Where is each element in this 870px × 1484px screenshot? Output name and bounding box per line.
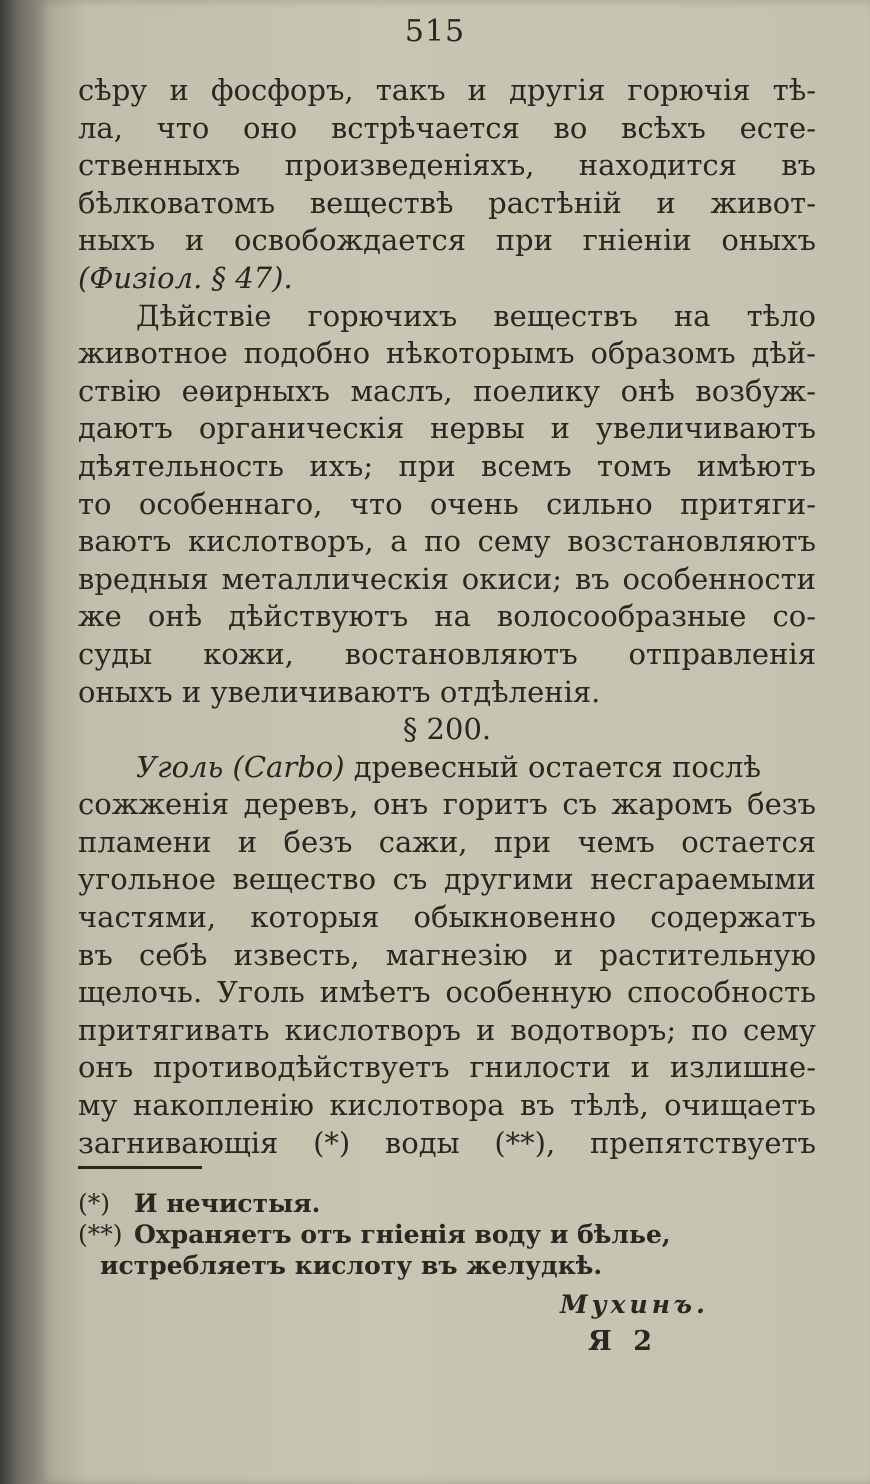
text-line: сожженія деревъ, онъ горитъ съ жаромъ безъ — [78, 787, 816, 822]
footnote-continuation: истребляетъ кислоту въ желудкѣ. — [100, 1251, 603, 1280]
text-line: то особеннаго, что очень сильно притяги- — [78, 486, 816, 521]
footnotes — [78, 1188, 816, 1281]
book-spine — [0, 0, 40, 1484]
text-line: ственныхъ произведеніяхъ, находится въ — [78, 148, 816, 183]
text-line: дѣятельность ихъ; при всемъ томъ имѣютъ — [78, 448, 816, 483]
text-line: бѣлковатомъ веществѣ растѣній и живот- — [78, 185, 816, 220]
page-number: 515 — [404, 14, 466, 49]
text-line: пламени и безъ сажи, при чемъ остается — [78, 824, 816, 859]
text-line: животное подобно нѣкоторымъ образомъ дѣй- — [78, 336, 816, 371]
section-heading: § 200. — [402, 712, 492, 747]
footnote-text: И нечистыя. — [134, 1189, 321, 1218]
text-line: онъ противодѣйствуетъ гнилости и излишне- — [78, 1050, 816, 1085]
text-line: же онѣ дѣйствуютъ на волосообразные со- — [78, 599, 816, 634]
text-line: притягивать кислотворъ и водотворъ; по сему — [78, 1012, 816, 1047]
signature-mark: Я 2 — [588, 1326, 658, 1357]
text-line-reference: (Физіол. § 47). — [78, 260, 293, 295]
footnote — [78, 1219, 816, 1250]
text-line: угольное вещество съ другими несгараемыми — [78, 862, 816, 897]
paragraph-start — [78, 749, 816, 787]
text-line: оныхъ и увеличиваютъ отдѣленія. — [78, 674, 601, 709]
text-line: щелочь. Уголь имѣетъ особенную способность — [78, 975, 816, 1010]
text-line: ствію еѳирныхъ маслъ, поелику онѣ возбуж- — [78, 373, 816, 408]
text-line: загнивающія (*) воды (**), препятствуетъ — [78, 1125, 816, 1160]
text-line: въ себѣ известь, магнезію и растительную — [78, 937, 816, 972]
footnote-mark: (*) — [78, 1189, 111, 1218]
text-line: му накопленію кислотвора въ тѣлѣ, очищаетъ — [78, 1088, 816, 1123]
text-line: суды кожи, востановляютъ отправленія — [78, 636, 816, 671]
text-line: вредныя металлическія окиси; въ особенности — [78, 561, 816, 596]
term-continuation: древесный остается послѣ — [344, 749, 761, 784]
main-text — [78, 72, 816, 1162]
footnote-text: Охраняетъ отъ гніенія воду и бѣлье, — [134, 1220, 671, 1249]
author-signature: Мухинъ. — [560, 1290, 709, 1319]
text-line: ныхъ и освобождается при гніеніи оныхъ — [78, 223, 816, 258]
term-italic: Уголь (Carbo) — [136, 749, 345, 784]
footnote-mark: (**) — [78, 1220, 123, 1249]
text-line: частями, которыя обыкновенно содержатъ — [78, 900, 816, 935]
text-line: даютъ органическія нервы и увеличиваютъ — [78, 411, 816, 446]
footnote — [78, 1188, 816, 1219]
text-line: сѣру и фосфоръ, такъ и другія горючія тѣ- — [78, 73, 816, 107]
text-line: ла, что оно встрѣчается во всѣхъ есте- — [78, 110, 816, 145]
paragraph-start: Дѣйствіе горючихъ веществъ на тѣло — [136, 298, 816, 333]
footnote-divider — [78, 1166, 202, 1169]
text-line: ваютъ кислотворъ, а по сему возстановляютъ — [78, 524, 816, 559]
